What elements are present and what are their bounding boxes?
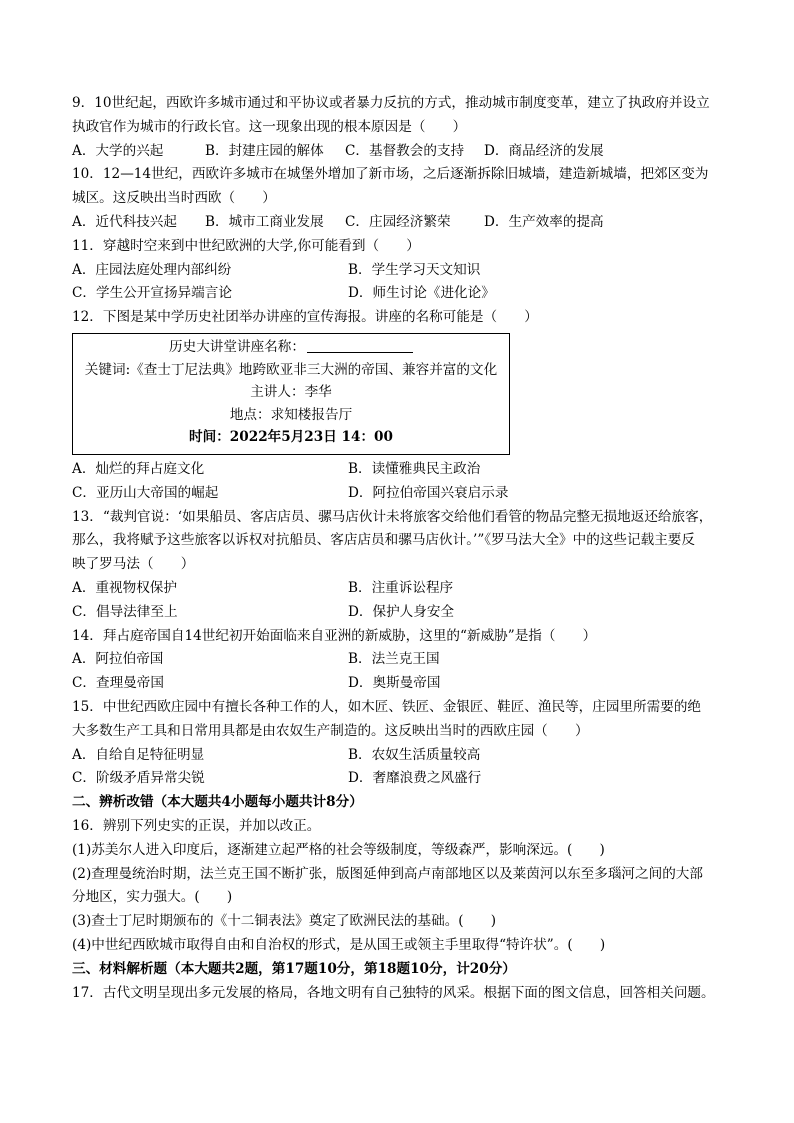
- q9-option-d: D．商品经济的发展: [484, 142, 604, 159]
- q12-option-d: D．阿拉伯帝国兴衰启示录: [348, 484, 509, 501]
- q10-option-a: A．近代科技兴起: [72, 213, 177, 230]
- q13-options-row2: [72, 601, 722, 625]
- q14-option-a: A．阿拉伯帝国: [72, 651, 164, 668]
- q16-item-4: (4)中世纪西欧城市取得自由和自治权的形式，是从国王或领主手里取得“特许状”。( ): [72, 936, 606, 953]
- q15-stem-line1: 15．中世纪西欧庄园中有擅长各种工作的人，如木匠、铁匠、金银匠、鞋匠、渔民等，庄园里所需要的绝: [72, 698, 702, 715]
- q9-option-b: B．封建庄园的解体: [205, 142, 324, 159]
- q13-stem-line3: 映了罗马法（ ）: [72, 556, 195, 573]
- q12-option-a: A．灿烂的拜占庭文化: [72, 460, 205, 477]
- q9-options: [72, 140, 722, 164]
- poster-title-line: [73, 336, 509, 359]
- poster-location: 地点：求知楼报告厅: [229, 406, 353, 423]
- q16-stem: 16．辨别下列史实的正误，并加以改正。: [72, 817, 321, 834]
- q12-stem: 12．下图是某中学历史社团举办讲座的宣传海报。讲座的名称可能是（ ）: [72, 309, 538, 326]
- q14-options-row1: [72, 648, 722, 672]
- q11-option-d: D．师生讨论《进化论》: [348, 285, 495, 302]
- poster-title: 历史大讲堂讲座名称：: [169, 338, 305, 355]
- q9-option-c: C．基督教会的支持: [345, 142, 465, 159]
- q14-options-row2: [72, 672, 722, 696]
- q15-options-row1: [72, 744, 722, 768]
- q16-item-2-line2: 分地区，实力强大。( ): [72, 889, 233, 906]
- q11-option-a: A．庄园法庭处理内部纠纷: [72, 261, 232, 278]
- q15-stem-line2: 大多数生产工具和日常用具都是由农奴生产制造的。这反映出当时的西欧庄园（ ）: [72, 722, 589, 739]
- q9-stem-line1: 9．10世纪起，西欧许多城市通过和平协议或者暴力反抗的方式，推动城市制度变革，建立了执政府并设立: [72, 95, 710, 111]
- q12-options-row1: [72, 458, 722, 482]
- q12-options-row2: [72, 482, 722, 506]
- lecture-poster: [72, 333, 510, 455]
- q13-option-c: C．倡导法律至上: [72, 603, 178, 620]
- section2-heading: 二、辨析改错（本大题共4小题每小题共计8分）: [72, 794, 363, 811]
- q17-stem: 17．古代文明呈现出多元发展的格局，各地文明有自己独特的风采。根据下面的图文信息，回答相关问题。: [72, 984, 715, 1001]
- exam-page: [72, 92, 722, 1005]
- q12-option-c: C．亚历山大帝国的崛起: [72, 484, 219, 501]
- section3-heading: 三、材料解析题（本大题共2题，第17题10分，第18题10分，计20分）: [72, 960, 516, 977]
- q13-option-b: B．注重诉讼程序: [348, 579, 454, 596]
- poster-keywords: 关键词:《查士丁尼法典》地跨欧亚非三大洲的帝国、兼容并富的文化: [84, 361, 498, 378]
- q15-options-row2: [72, 767, 722, 791]
- q10-option-b: B．城市工商业发展: [205, 213, 324, 230]
- q10-stem-line2: 城区。这反映出当时西欧（ ）: [72, 190, 276, 207]
- q9-stem-line2: 执政官作为城市的行政长官。这一现象出现的根本原因是（ ）: [72, 118, 467, 135]
- q16-item-3: (3)查士丁尼时期颁布的《十二铜表法》奠定了欧洲民法的基础。( ): [72, 913, 497, 930]
- q16-item-1: (1)苏美尔人进入印度后，逐渐建立起严格的社会等级制度，等级森严，影响深远。( ): [72, 841, 605, 858]
- q15-option-b: B．农奴生活质量较高: [348, 746, 481, 763]
- q10-stem-line1: 10．12—14世纪，西欧许多城市在城堡外增加了新市场，之后逐渐拆除旧城墙，建造新城墙，把郊区变为: [72, 166, 709, 183]
- q15-option-c: C．阶级矛盾异常尖锐: [72, 770, 205, 787]
- q10-option-c: C．庄园经济繁荣: [345, 213, 451, 230]
- q10-option-d: D．生产效率的提高: [484, 213, 604, 230]
- q11-options-row2: [72, 282, 722, 306]
- q15-option-a: A．自给自足特征明显: [72, 746, 205, 763]
- q13-stem-line1: 13．“裁判官说：‘如果船员、客店店员、骡马店伙计未将旅客交给他们看管的物品完整无损地返还给旅客，: [72, 508, 713, 525]
- q14-option-b: B．法兰克王国: [348, 651, 440, 668]
- q11-options-row1: [72, 259, 722, 283]
- q14-stem: 14．拜占庭帝国自14世纪初开始面临来自亚洲的新威胁，这里的“新威胁”是指（ ）: [72, 627, 597, 644]
- q16-item-2-line1: (2)查理曼统治时期，法兰克王国不断扩张，版图延伸到高卢南部地区以及莱茵河以东至多瑙河之间的大部: [72, 865, 703, 882]
- q9-option-a: A．大学的兴起: [72, 142, 164, 159]
- poster-speaker: 主讲人：李华: [250, 384, 332, 401]
- q11-option-c: C．学生公开宣扬异端言论: [72, 285, 232, 302]
- q14-option-d: D．奥斯曼帝国: [348, 675, 441, 692]
- q13-option-d: D．保护人身安全: [348, 603, 455, 620]
- q15-option-d: D．奢靡浪费之风盛行: [348, 770, 482, 787]
- q11-stem: 11．穿越时空来到中世纪欧洲的大学,你可能看到（ ）: [72, 237, 420, 254]
- q13-option-a: A．重视物权保护: [72, 579, 177, 596]
- q13-options-row1: [72, 577, 722, 601]
- q12-option-b: B．读懂雅典民主政治: [348, 460, 481, 477]
- q11-option-b: B．学生学习天文知识: [348, 261, 481, 278]
- poster-title-blank: [307, 338, 413, 353]
- q13-stem-line2: 那么，我将赋予这些旅客以诉权对抗船员、客店店员和骡马店伙计。’”《罗马法大全》中的这些记载主要反: [72, 532, 695, 549]
- poster-time: 时间：2022年5月23日 14：00: [189, 429, 393, 446]
- q14-option-c: C．查理曼帝国: [72, 675, 164, 692]
- q10-options: [72, 211, 722, 235]
